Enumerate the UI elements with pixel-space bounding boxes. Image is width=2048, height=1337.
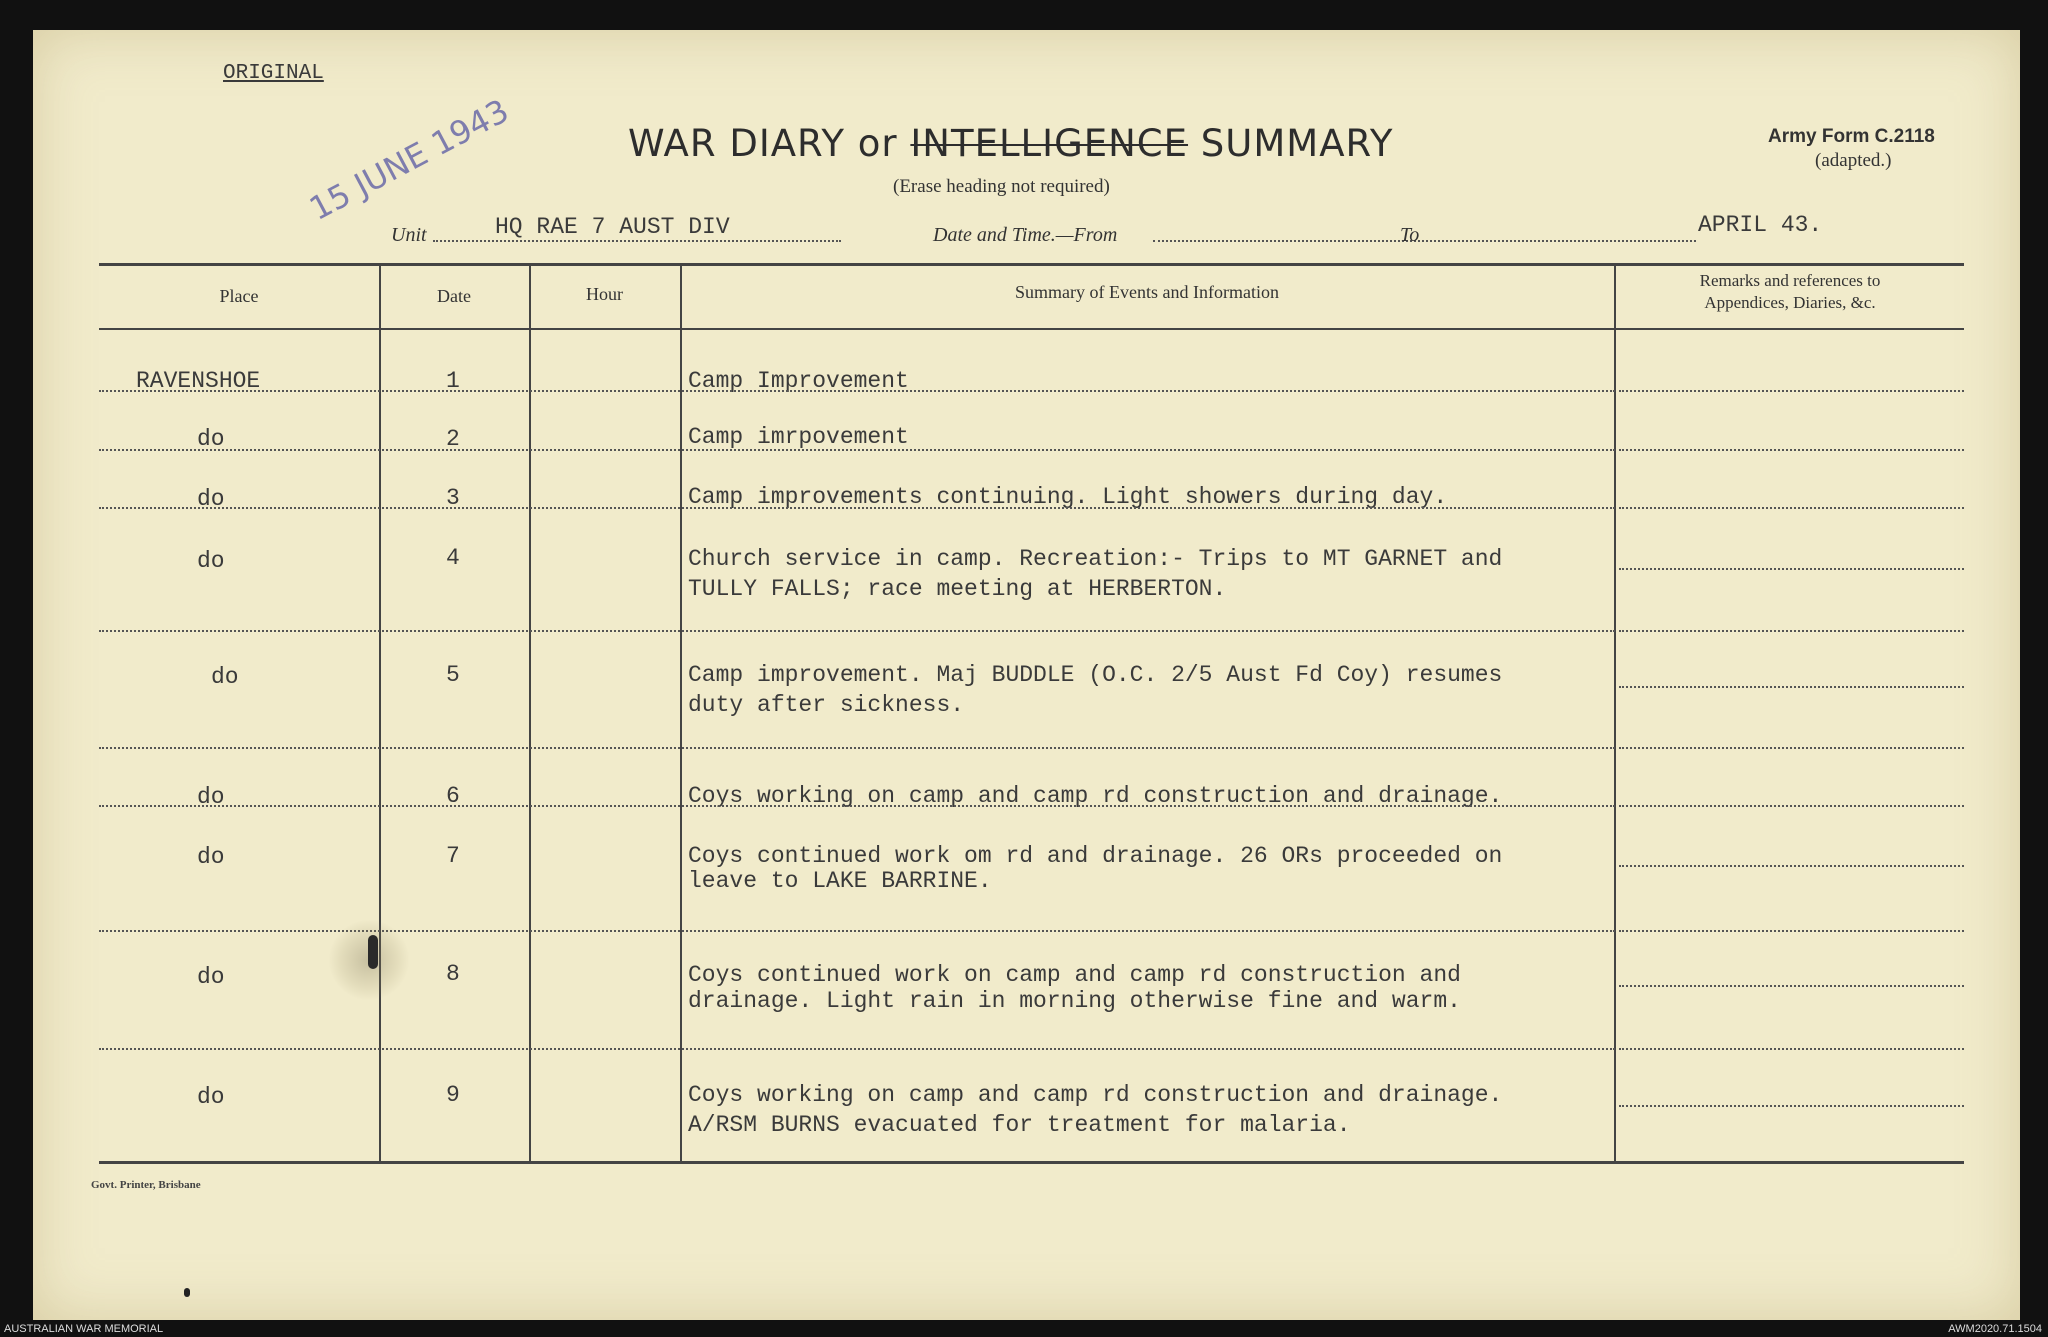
war-diary-sheet [33,30,2020,1320]
row-6-place: do [197,784,225,810]
row-6-summary-line-1: Coys working on camp and camp rd construction and drainage. [688,783,1503,809]
to-label: To [1400,224,1420,246]
row-1-rule-remarks [1619,390,1964,392]
col-divider-date [529,265,531,1162]
row-4-rule-mid [1619,568,1964,570]
row-8-date: 8 [446,961,460,987]
row-8-rule-left [99,1048,1615,1050]
row-5-rule-remarks [1619,747,1964,749]
page-title [628,122,1393,165]
row-2-rule-left [99,449,1615,451]
row-7-place: do [197,844,225,870]
col-header-place: Place [219,286,259,306]
row-9-date: 9 [446,1082,460,1108]
period-value: APRIL 43. [1698,212,1823,238]
row-3-rule-remarks [1619,507,1964,509]
row-5-rule-left [99,747,1615,749]
row-6-rule-remarks [1619,805,1964,807]
original-label: ORIGINAL [223,62,324,85]
row-8-summary-line-2: drainage. Light rain in morning otherwise fine and warm. [688,988,1461,1014]
row-8-rule-mid [1619,985,1964,987]
row-9-summary-line-2: A/RSM BURNS evacuated for treatment for malaria. [688,1112,1351,1138]
col-divider-hour [680,265,682,1162]
unit-value: HQ RAE 7 AUST DIV [495,214,730,240]
row-5-summary-line-2: duty after sickness. [688,692,965,718]
archive-credit: AUSTRALIAN WAR MEMORIAL [4,1323,164,1335]
row-6-rule-left [99,805,1615,807]
row-6-date: 6 [446,783,460,809]
row-1-date: 1 [446,368,460,394]
unit-label: Unit [391,224,427,246]
printer-note: Govt. Printer, Brisbane [91,1179,201,1191]
row-3-rule-left [99,507,1615,509]
row-2-summary-line-1: Camp imrpovement [688,424,909,450]
row-3-summary-line-1: Camp improvements continuing. Light showers during day. [688,484,1448,510]
row-5-place: do [211,664,239,690]
row-7-rule-mid [1619,865,1964,867]
row-9-rule-mid [1619,1105,1964,1107]
row-2-rule-remarks [1619,449,1964,451]
army-form-note: (adapted.) [1815,150,1892,171]
ink-blot [368,935,378,969]
row-3-place: do [197,486,225,512]
row-9-place: do [197,1084,225,1110]
col-divider-place [379,265,381,1162]
unit-dotted-line [433,240,841,242]
date-time-label: Date and Time.—From [933,224,1118,246]
row-4-summary-line-2: TULLY FALLS; race meeting at HERBERTON. [688,576,1227,602]
row-8-rule-remarks [1619,1048,1964,1050]
row-7-rule-left [99,930,1615,932]
paper-speck [184,1288,190,1297]
row-5-rule-mid [1619,686,1964,688]
title-war-diary: WAR DIARY or [628,122,898,165]
title-struck-intelligence: INTELLIGENCE [910,122,1189,165]
col-divider-summary [1614,265,1616,1162]
row-9-summary-line-1: Coys working on camp and camp rd construction and drainage. [688,1082,1503,1108]
row-7-date: 7 [446,843,460,869]
row-7-rule-remarks [1619,930,1964,932]
row-3-date: 3 [446,485,460,511]
col-header-hour: Hour [586,284,623,304]
title-summary: SUMMARY [1200,122,1394,165]
to-dotted-line [1426,240,1696,242]
row-8-summary-line-1: Coys continued work on camp and camp rd construction and [688,962,1461,988]
col-header-summary: Summary of Events and Information [1015,282,1279,302]
row-7-summary-line-2: leave to LAKE BARRINE. [688,868,992,894]
row-5-date: 5 [446,662,460,688]
row-2-place: do [197,426,225,452]
row-4-rule-remarks [1619,630,1964,632]
col-header-remarks-text: Remarks and references to Appendices, Diaries, &c. [1699,271,1881,312]
col-header-remarks [1616,270,1964,314]
from-dotted-line [1153,240,1428,242]
row-1-summary-line-1: Camp Improvement [688,368,909,394]
row-4-rule-left [99,630,1615,632]
row-4-place: do [197,548,225,574]
received-date-stamp: 15 JUNE 1943 [303,91,515,228]
row-7-summary-line-1: Coys continued work om rd and drainage. 26 ORs proceeded on [688,843,1503,869]
archive-reference: AWM2020.71.1504 [1948,1323,2042,1335]
row-2-date: 2 [446,426,460,452]
row-4-date: 4 [446,545,460,571]
army-form-number: Army Form C.2118 [1768,126,1935,147]
row-5-summary-line-1: Camp improvement. Maj BUDDLE (O.C. 2/5 Aust Fd Coy) resumes [688,662,1503,688]
row-8-place: do [197,964,225,990]
row-1-place: RAVENSHOE [136,368,261,394]
row-4-summary-line-1: Church service in camp. Recreation:- Trips to MT GARNET and [688,546,1503,572]
title-subtitle: (Erase heading not required) [893,176,1110,197]
col-header-date: Date [437,286,471,306]
row-1-rule-left [99,390,1615,392]
